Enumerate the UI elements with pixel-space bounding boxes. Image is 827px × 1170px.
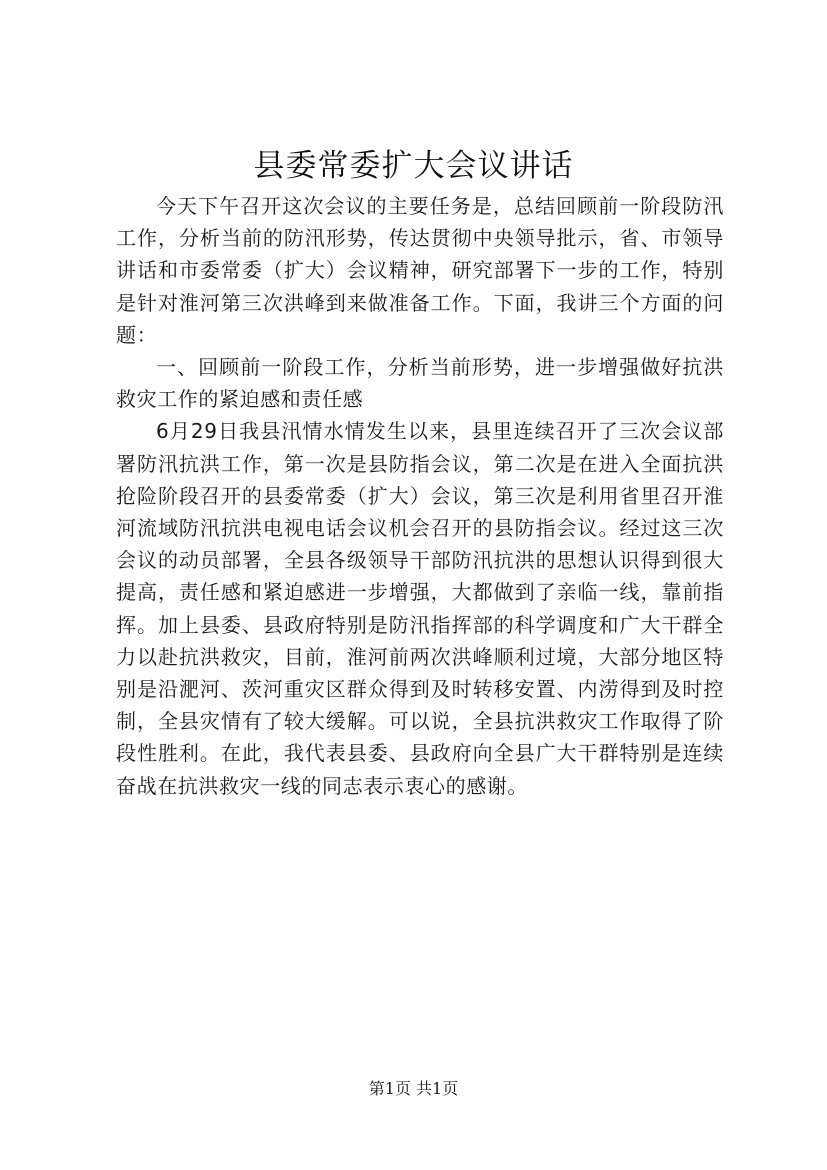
document-title: 县委常委扩大会议讲话 (253, 148, 574, 184)
paragraph-intro: 今天下午召开这次会议的主要任务是，总结回顾前一阶段防汛工作，分析当前的防汛形势，传达贯彻中央领导批示，省、市领导讲话和市委常委（扩大）会议精神，研究部署下一步的工作，特别是针对淮河第三次洪峰到来做准备工作。下面，我讲三个方面的问题： (116, 194, 724, 347)
paragraph-review: 6月29日我县汛情水情发生以来，县里连续召开了三次会议部署防汛抗洪工作，第一次是县防指会议，第二次是在进入全面抗洪抢险阶段召开的县委常委（扩大）会议，第三次是利用省里召开淮河流域防汛抗洪电视电话会议机会召开的县防指会议。经过这三次会议的动员部署，全县各级领导干部防汛抗洪的思想认识得到很大提高，责任感和紧迫感进一步增强，大都做到了亲临一线，靠前指挥。加上县委、县政府特别是防汛指挥部的科学调度和广大干群全力以赴抗洪救灾，目前，淮河前两次洪峰顺利过境，大部分地区特别是沿淝河、茨河重灾区群众得到及时转移安置、内涝得到及时控制，全县灾情有了较大缓解。可以说，全县抗洪救灾工作取得了阶段性胜利。在此，我代表县委、县政府向全县广大干群特别是连续奋战在抗洪救灾一线的同志表示衷心的感谢。 (116, 419, 724, 798)
document-body (116, 190, 724, 802)
paragraph-section-heading: 一、回顾前一阶段工作，分析当前形势，进一步增强做好抗洪救灾工作的紧迫感和责任感 (116, 355, 724, 412)
page-footer: 第1页 共1页 (368, 1079, 459, 1098)
